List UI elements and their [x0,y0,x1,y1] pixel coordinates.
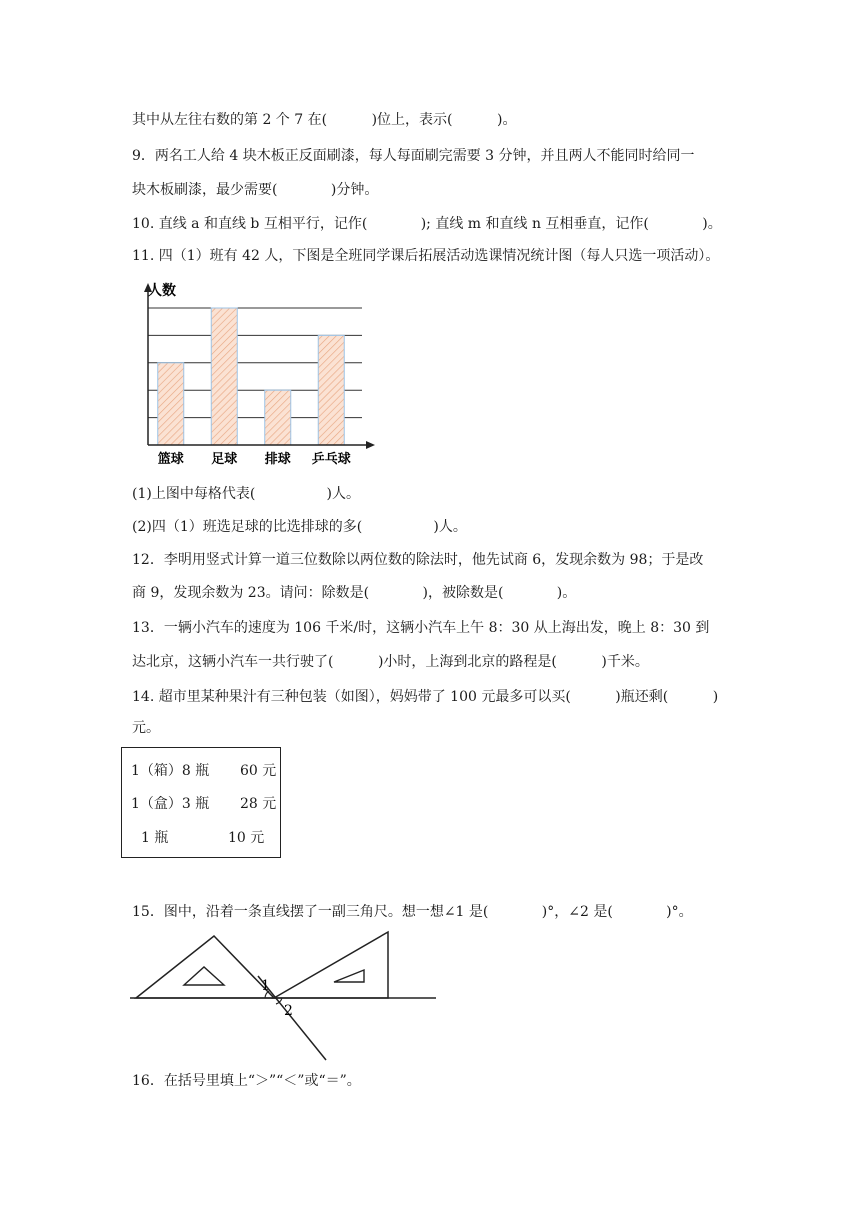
price-value: 60 元 [240,763,277,779]
question-line-1: 9．两名工人给 4 块木板正反面刷漆，每人每面刷完需要 3 分钟，并且两人不能同时给同一 [132,148,695,164]
chart-category-label: 篮球 [157,452,184,467]
price-item: 1（盒）3 瓶 [131,796,210,812]
question-line-8: 商 9，发现余数为 23。请问：除数是( )，被除数是( )。 [132,585,577,601]
question-line-0: 其中从左往右数的第 2 个 7 在( )位上，表示( )。 [132,112,517,128]
chart-category-label: 排球 [264,452,291,467]
question-line-4: 11. 四（1）班有 42 人，下图是全班同学课后拓展活动选课情况统计图（每人只选一项活动）。 [132,248,720,264]
triangle-rulers-figure [128,928,440,1064]
question-line-12: 元。 [132,720,160,736]
price-item: 1（箱）8 瓶 [131,763,210,779]
angle-1-label: 1 [261,978,270,994]
bar-chart [130,280,380,470]
question-line-9: 13．一辆小汽车的速度为 106 千米/时，这辆小汽车上午 8：30 从上海出发，晚上 8：30 到 [132,620,710,636]
price-value: 10 元 [228,830,265,846]
chart-ylabel: 人数 [148,283,176,299]
chart-bar [265,390,291,445]
chart-x-arrow [366,441,375,449]
question-line-7: 12．李明用竖式计算一道三位数除以两位数的除法时，他先试商 6，发现余数为 98；于是改 [132,552,704,568]
triangle-ruler-right-hole [334,970,364,982]
price-item: 1 瓶 [141,830,169,846]
price-value: 28 元 [240,796,277,812]
question-line-5: (1)上图中每格代表( )人。 [132,486,360,502]
angle-2-label: 2 [284,1003,293,1019]
question-line-10: 达北京，这辆小汽车一共行驶了( )小时，上海到北京的路程是( )千米。 [132,654,649,670]
chart-category-label: 足球 [211,452,238,467]
question-line-3: 10. 直线 a 和直线 b 互相平行，记作( ); 直线 m 和直线 n 互相垂直，记作( )。 [132,216,722,232]
question-line-2: 块木板刷漆，最少需要( )分钟。 [132,182,379,198]
question-line-13: 15．图中，沿着一条直线摆了一副三角尺。想一想∠1 是( )°，∠2 是( )°。 [132,904,693,920]
triangle-ruler-left-hole [184,967,224,985]
price-table [121,747,281,858]
question-line-11: 14. 超市里某种果汁有三种包装（如图），妈妈带了 100 元最多可以买( )瓶还剩( ) [132,689,719,705]
question-line-6: (2)四（1）班选足球的比选排球的多( )人。 [132,519,467,535]
question-line-14: 16．在括号里填上“＞”“＜”或“＝”。 [132,1073,361,1089]
chart-bar [158,363,184,445]
chart-category-label: 乒乓球 [311,452,351,467]
chart-bar [318,335,344,445]
chart-bar [211,308,237,445]
triangle-ruler-right [274,932,388,998]
